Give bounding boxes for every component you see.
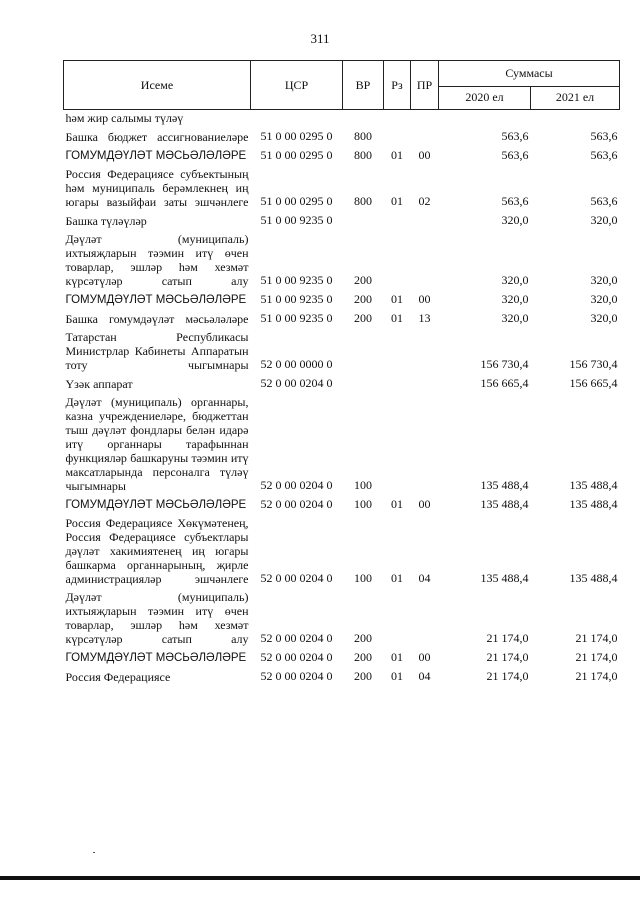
table-row [64,110,620,129]
row-vr: 800 [354,129,372,143]
row-sum-2021: 21 174,0 [575,631,618,645]
row-name: Башка бюджет ассигнованиеләре [65,130,249,144]
row-sum-2020: 21 174,0 [486,631,529,645]
row-vr: 200 [354,650,372,664]
row-csr [251,110,343,129]
header-csr: ЦСР [251,61,343,110]
row-csr: 51 0 00 9235 0 [260,292,333,306]
row-sum-2021: 156 665,4 [569,376,618,390]
row-sum-2021: 320,0 [590,311,618,325]
header-sums: Суммасы [439,61,620,87]
table-row [64,231,620,291]
row-sum-2020: 563,6 [501,148,529,162]
row-sum-2020: 563,6 [501,194,529,208]
row-sum-2021: 135 488,4 [569,478,618,492]
row-pr [411,329,439,375]
row-name: Башка гомумдәүләт мәсьәләләре [65,312,249,326]
row-rz: 01 [391,148,403,162]
row-vr: 200 [354,311,372,325]
row-sum-2020: 320,0 [501,292,529,306]
row-pr [411,212,439,231]
header-year-2021: 2021 ел [531,86,620,109]
row-rz: 01 [391,311,403,325]
row-sum-2021: 135 488,4 [569,497,618,511]
row-name: Россия Федерациясе субъектының һәм муниципаль берәмлекнең иң югары вазыйфаи заты эшчәнлеге [65,167,249,209]
row-rz [384,375,411,394]
row-pr [411,375,439,394]
page-number: 311 [310,31,330,46]
row-csr: 51 0 00 0295 0 [260,194,333,208]
row-sum-2021: 21 174,0 [575,669,618,683]
row-pr: 00 [418,650,431,664]
row-sum-2020: 320,0 [501,273,529,287]
row-csr: 51 0 00 9235 0 [260,311,333,325]
row-name: ГОМУМДӘҮЛӘТ МӘСЬӘЛӘЛӘРЕ [65,150,247,162]
row-csr: 52 0 00 0204 0 [260,376,333,390]
row-csr: 52 0 00 0204 0 [260,478,333,492]
header-name: Исеме [64,61,251,110]
row-sum-2020: 135 488,4 [480,478,529,492]
row-rz [384,212,411,231]
row-csr: 51 0 00 0295 0 [260,148,333,162]
row-pr [411,128,439,147]
table-row [64,649,620,668]
row-name: Үзәк аппарат [65,377,133,391]
row-pr [411,394,439,496]
row-sum-2021: 320,0 [590,273,618,287]
table-row [64,375,620,394]
row-sum-2021: 320,0 [590,213,618,227]
row-name: Башка түләүләр [65,214,147,228]
row-csr: 52 0 00 0204 0 [260,497,333,511]
row-rz [384,394,411,496]
row-vr: 200 [354,292,372,306]
row-name: ГОМУМДӘҮЛӘТ МӘСЬӘЛӘЛӘРЕ [65,652,247,664]
row-vr: 200 [354,273,372,287]
header-pr: ПР [411,61,439,110]
row-name: Россия Федерациясе Хөкүмәтенең, Россия Федерациясе субъектлары дәүләт хакимиятенең иң югары башкарма органнарының, җирле администрацияләр эшчәнлеге [65,516,249,586]
row-rz [384,128,411,147]
row-sum-2021: 563,6 [590,194,618,208]
table-row [64,291,620,310]
row-rz: 01 [391,292,403,306]
row-pr: 02 [418,194,431,208]
row-vr [343,329,384,375]
row-sum-2020: 320,0 [501,213,529,227]
table-body [64,110,620,688]
row-csr: 52 0 00 0000 0 [260,357,333,371]
row-rz [384,110,411,129]
row-name: ГОМУМДӘҮЛӘТ МӘСЬӘЛӘЛӘРЕ [65,294,247,306]
row-vr: 800 [354,148,372,162]
table-row [64,128,620,147]
page-bottom-border [0,876,640,880]
row-pr: 04 [418,669,431,683]
row-csr: 52 0 00 0204 0 [260,571,333,585]
row-name: Дәүләт (муниципаль) ихтыяҗларын тәэмин итү өчен товарлар, эшләр һәм хезмәт күрсәтүләр сатып алу [65,232,249,288]
table-row [64,394,620,496]
row-sum-2020: 21 174,0 [486,650,529,664]
row-rz [384,329,411,375]
table-row [64,668,620,687]
row-pr [411,231,439,291]
row-vr [343,212,384,231]
table-row [64,310,620,329]
row-vr: 100 [354,497,372,511]
row-rz: 01 [391,571,403,585]
row-sum-2021: 135 488,4 [569,571,618,585]
row-name: Россия Федерациясе [65,670,171,684]
row-sum-2020: 320,0 [501,311,529,325]
row-csr: 51 0 00 9235 0 [260,213,333,227]
row-sum-2020: 135 488,4 [480,497,529,511]
row-name: Дәүләт (муниципаль) ихтыяҗларын тәэмин итү өчен товарлар, эшләр һәм хезмәт күрсәтүләр сатып алу [65,590,249,646]
scan-speck [93,852,95,853]
row-name: Дәүләт (муниципаль) органнары, казна учреждениеләре, бюджеттан тыш дәүләт фондлары белән идарә итү органнары тарафыннан функцияләр башкаруны тәэмин итү максатларында персоналга түләү чыгымнары [65,395,249,493]
row-vr: 800 [354,194,372,208]
header-year-2020: 2020 ел [439,86,531,109]
table-row [64,589,620,649]
table-row [64,166,620,212]
row-sum-2020: 156 665,4 [480,376,529,390]
table-row [64,212,620,231]
row-name: ГОМУМДӘҮЛӘТ МӘСЬӘЛӘЛӘРЕ [65,499,247,511]
row-sum-2021 [531,110,620,129]
header-rz: Рз [384,61,411,110]
table-row [64,329,620,375]
row-pr: 00 [418,292,431,306]
row-csr: 52 0 00 0204 0 [260,650,333,664]
table-row [64,515,620,589]
row-pr: 00 [418,148,431,162]
row-rz [384,589,411,649]
row-csr: 51 0 00 0295 0 [260,129,333,143]
row-name: Татарстан Республикасы Министрлар Кабинеты Аппаратын тоту чыгымнары [65,330,249,372]
row-sum-2020: 135 488,4 [480,571,529,585]
row-vr: 200 [354,631,372,645]
row-pr: 04 [418,571,431,585]
row-name: һәм жир салымы түләү [65,111,184,125]
row-vr [343,110,384,129]
row-rz: 01 [391,650,403,664]
row-sum-2020 [439,110,531,129]
row-vr: 200 [354,669,372,683]
row-pr [411,589,439,649]
row-sum-2021: 21 174,0 [575,650,618,664]
table-row [64,147,620,166]
row-sum-2020: 563,6 [501,129,529,143]
budget-table [63,60,620,687]
row-csr: 51 0 00 9235 0 [260,273,333,287]
header-vr: ВР [343,61,384,110]
table-row [64,496,620,515]
row-pr: 00 [418,497,431,511]
row-csr: 52 0 00 0204 0 [260,631,333,645]
row-sum-2020: 156 730,4 [480,357,529,371]
row-vr [343,375,384,394]
row-sum-2021: 563,6 [590,148,618,162]
row-rz: 01 [391,497,403,511]
row-pr [411,110,439,129]
row-vr: 100 [354,571,372,585]
row-vr: 100 [354,478,372,492]
row-sum-2021: 156 730,4 [569,357,618,371]
row-rz [384,231,411,291]
row-sum-2021: 320,0 [590,292,618,306]
row-rz: 01 [391,669,403,683]
row-sum-2020: 21 174,0 [486,669,529,683]
row-rz: 01 [391,194,403,208]
row-sum-2021: 563,6 [590,129,618,143]
row-csr: 52 0 00 0204 0 [260,669,333,683]
row-pr: 13 [418,311,431,325]
